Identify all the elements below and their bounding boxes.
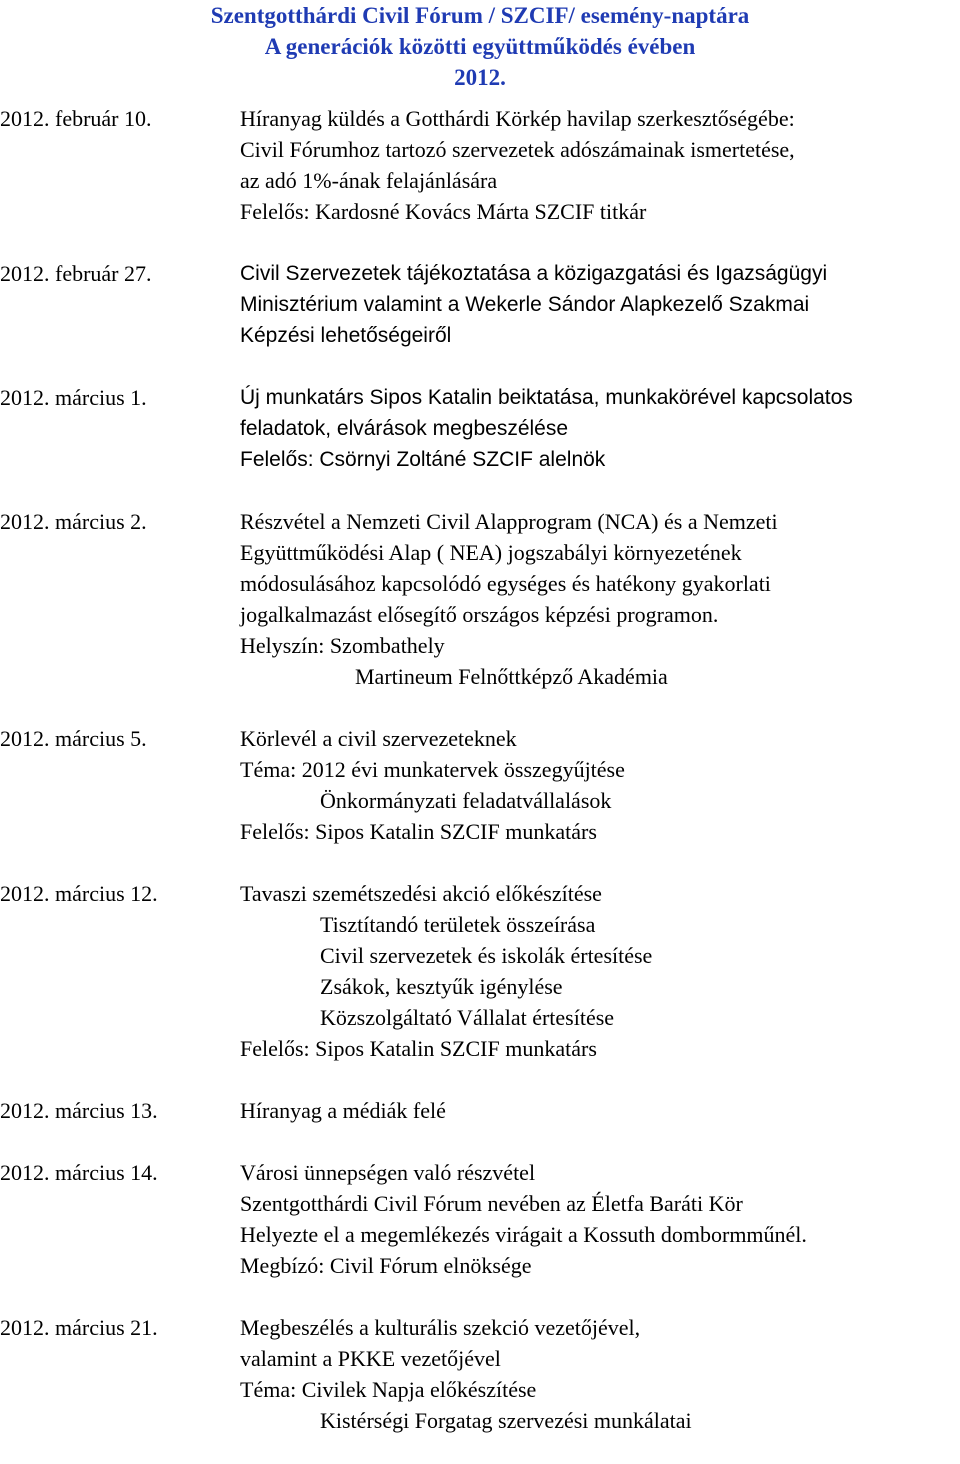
event-entry — [0, 723, 960, 847]
event-line: Zsákok, kesztyűk igénylése — [320, 974, 563, 999]
event-entry — [0, 878, 960, 1064]
event-date: 2012. február 10. — [0, 106, 152, 131]
event-description — [240, 878, 960, 1064]
event-line: Felelős: Kardosné Kovács Márta SZCIF titkár — [240, 199, 647, 224]
event-line: Megbízó: Civil Fórum elnöksége — [240, 1253, 532, 1278]
event-entry — [0, 1157, 960, 1281]
event-line: jogalkalmazást elősegítő országos képzési programon. — [240, 602, 719, 627]
event-entry — [0, 506, 960, 692]
event-line: Felelős: Csörnyi Zoltáné SZCIF alelnök — [240, 448, 606, 471]
event-entry — [0, 258, 960, 351]
event-date: 2012. március 14. — [0, 1160, 158, 1185]
event-date: 2012. március 5. — [0, 726, 147, 751]
event-line: Körlevél a civil szervezeteknek — [240, 726, 517, 751]
event-line: Felelős: Sipos Katalin SZCIF munkatárs — [240, 1036, 597, 1061]
event-line: valamint a PKKE vezetőjével — [240, 1346, 501, 1371]
event-line: Közszolgáltató Vállalat értesítése — [320, 1005, 615, 1030]
event-line: Civil Szervezetek tájékoztatása a közigazgatási és Igazságügyi — [240, 262, 828, 285]
event-description — [240, 723, 960, 847]
event-entry — [0, 1095, 960, 1126]
event-line: módosulásához kapcsolódó egységes és hatékony gyakorlati — [240, 571, 771, 596]
event-line: Megbeszélés a kulturális szekció vezetőjével, — [240, 1315, 641, 1340]
event-line: Új munkatárs Sipos Katalin beiktatása, munkakörével kapcsolatos — [240, 386, 853, 409]
event-line: Civil Fórumhoz tartozó szervezetek adószámainak ismertetése, — [240, 137, 795, 162]
event-line: Tisztítandó területek összeírása — [320, 912, 596, 937]
event-description — [240, 1157, 960, 1281]
event-date: 2012. február 27. — [0, 261, 152, 286]
event-line: Szentgotthárdi Civil Fórum nevében az Életfa Baráti Kör — [240, 1191, 743, 1216]
event-line: Felelős: Sipos Katalin SZCIF munkatárs — [240, 819, 597, 844]
document-header — [0, 0, 960, 93]
event-description — [240, 382, 960, 475]
event-line: Tavaszi szemétszedési akció előkészítése — [240, 881, 602, 906]
event-line: Kistérségi Forgatag szervezési munkálatai — [320, 1408, 692, 1433]
event-calendar — [0, 103, 960, 1436]
event-line: Helyezte el a megemlékezés virágait a Kossuth dombormműnél. — [240, 1222, 807, 1247]
event-line: az adó 1%-ának felajánlására — [240, 168, 498, 193]
event-date: 2012. március 2. — [0, 509, 147, 534]
event-date: 2012. március 12. — [0, 881, 158, 906]
event-description — [240, 103, 960, 227]
event-date: 2012. március 1. — [0, 385, 147, 410]
event-line: Martineum Felnőttképző Akadémia — [355, 664, 668, 689]
event-line: Önkormányzati feladatvállalások — [320, 788, 612, 813]
event-line: Együttműködési Alap ( NEA) jogszabályi környezetének — [240, 540, 742, 565]
event-line: feladatok, elvárások megbeszélése — [240, 417, 569, 440]
event-line: Városi ünnepségen való részvétel — [240, 1160, 536, 1185]
event-date: 2012. március 13. — [0, 1098, 158, 1123]
event-entry — [0, 103, 960, 227]
event-line: Helyszín: Szombathely — [240, 633, 445, 658]
document-title: Szentgotthárdi Civil Fórum / SZCIF/ esemény-naptára — [210, 3, 750, 28]
event-description — [240, 1095, 960, 1126]
event-description — [240, 506, 960, 692]
document-subtitle: A generációk közötti együttműködés évében — [264, 34, 696, 59]
event-line: Híranyag küldés a Gotthárdi Körkép havilap szerkesztőségébe: — [240, 106, 795, 131]
event-description — [240, 1312, 960, 1436]
event-entry — [0, 1312, 960, 1436]
event-line: Részvétel a Nemzeti Civil Alapprogram (NCA) és a Nemzeti — [240, 509, 778, 534]
event-line: Képzési lehetőségeiről — [240, 324, 452, 347]
event-line: Minisztérium valamint a Wekerle Sándor Alapkezelő Szakmai — [240, 293, 810, 316]
event-date: 2012. március 21. — [0, 1315, 158, 1340]
event-line: Civil szervezetek és iskolák értesítése — [320, 943, 653, 968]
event-description — [240, 258, 960, 351]
document-year: 2012. — [454, 65, 506, 90]
event-entry — [0, 382, 960, 475]
event-line: Téma: Civilek Napja előkészítése — [240, 1377, 537, 1402]
event-line: Híranyag a médiák felé — [240, 1098, 446, 1123]
event-line: Téma: 2012 évi munkatervek összegyűjtése — [240, 757, 625, 782]
